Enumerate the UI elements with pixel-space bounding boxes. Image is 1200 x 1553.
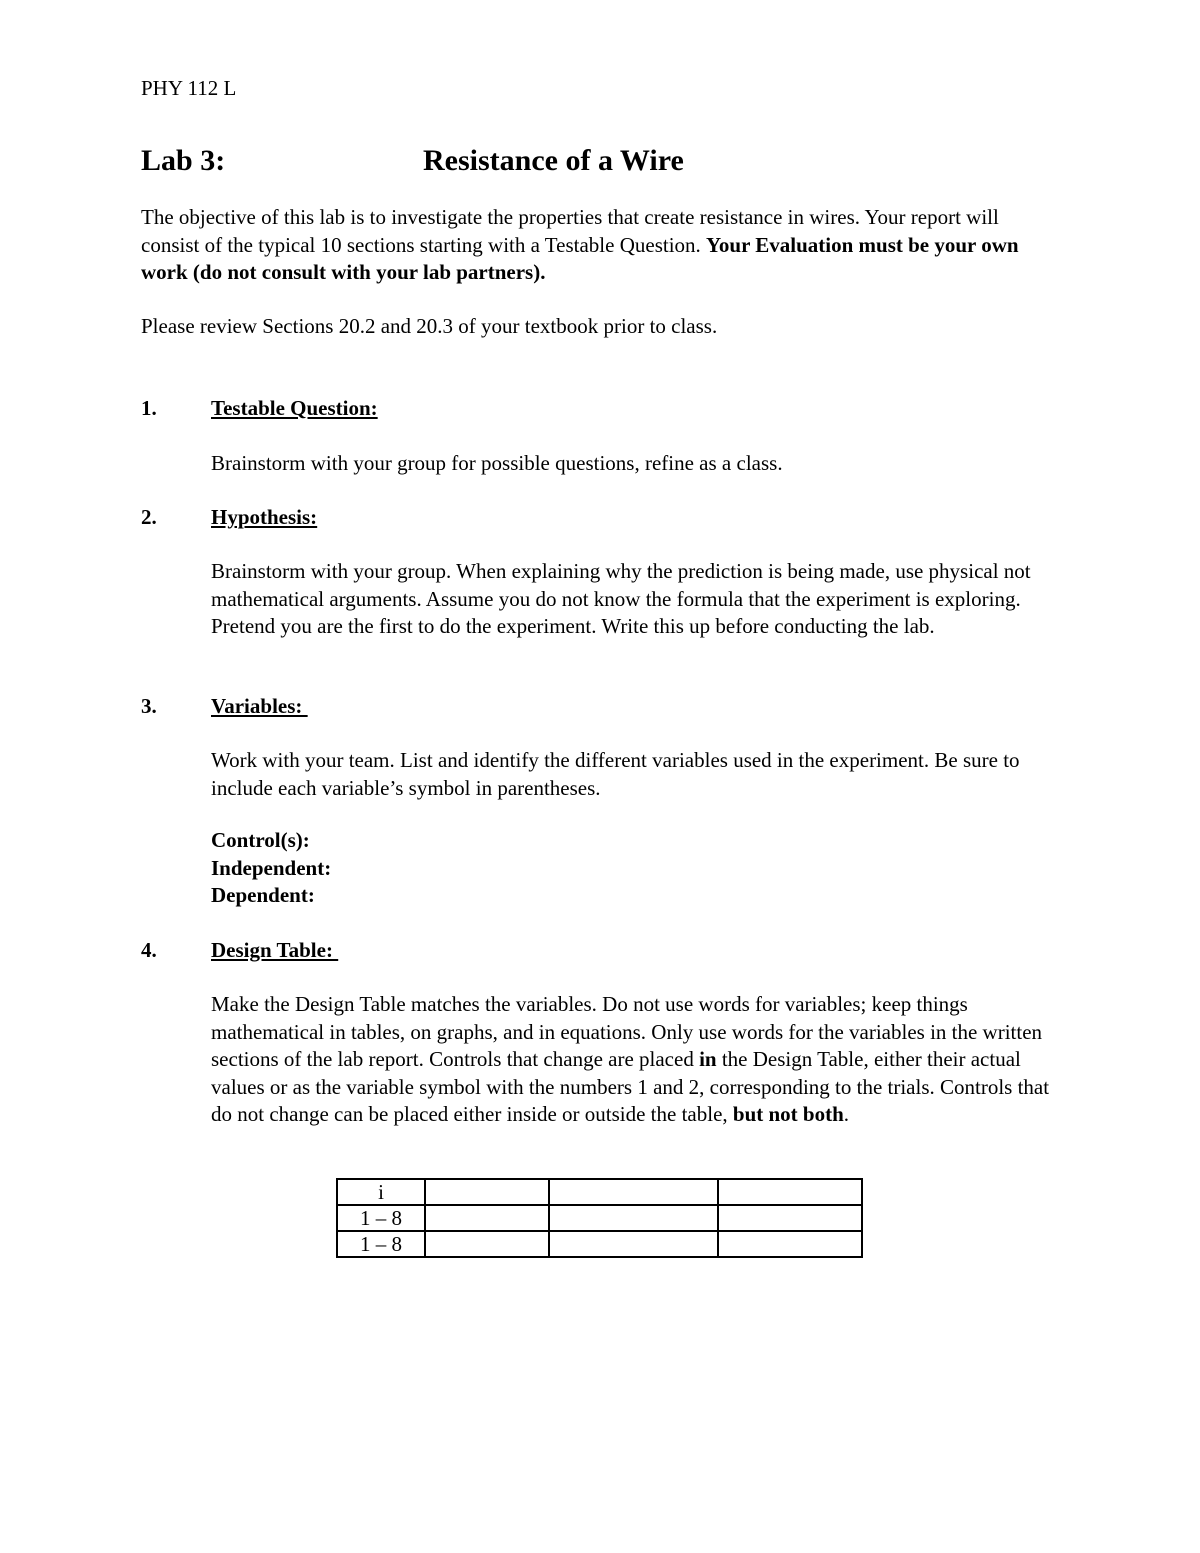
- control-label: Control(s):: [211, 828, 310, 852]
- body-text-b: the Design Table, either their actual values or as the variable symbol with the numbers 1 and 2, corresponding to the trials. Controls that do not change can be placed either inside or outside the table,: [211, 1047, 1050, 1126]
- section-body: Brainstorm with your group for possible questions, refine as a class.: [211, 451, 783, 475]
- section-body: [211, 991, 1061, 1129]
- lab-name: Resistance of a Wire: [423, 144, 684, 177]
- body-bold-not-both: but not both: [732, 1102, 844, 1126]
- independent-label: Independent:: [211, 855, 332, 880]
- table-row: [337, 1205, 862, 1231]
- section-body: Work with your team. List and identify the different variables used in the experiment. Be sure to include each variable’s symbol in parentheses.: [211, 748, 1020, 800]
- lab-number: Lab 3:: [141, 144, 226, 177]
- section-number: 3.: [141, 694, 157, 718]
- table-cell: [425, 1231, 549, 1257]
- table-cell: [549, 1205, 718, 1231]
- table-cell: [549, 1179, 718, 1205]
- dependent-label: Dependent:: [211, 883, 315, 907]
- section-heading: Testable Question:: [211, 396, 378, 420]
- section-body: Brainstorm with your group. When explaining why the prediction is being made, use physical not mathematical arguments. Assume you do not know the formula that the experiment is exploring. Pretend you are the first to do the experiment. Write this up before conducting the lab.: [211, 559, 1031, 638]
- table-row: [337, 1179, 862, 1205]
- table-cell: i: [337, 1179, 425, 1205]
- section-heading: Variables:: [211, 694, 308, 718]
- section-number: 4.: [141, 938, 157, 962]
- body-text-c: .: [843, 1102, 850, 1126]
- intro-bold-text: Your Evaluation must be your own work (do not consult with your lab partners).: [141, 232, 1019, 284]
- table-cell: [425, 1179, 549, 1205]
- table-row: [337, 1231, 862, 1257]
- course-code: PHY 112 L: [141, 76, 237, 100]
- section-heading: Design Table:: [211, 938, 339, 962]
- review-paragraph: Please review Sections 20.2 and 20.3 of your textbook prior to class.: [141, 314, 718, 338]
- table-cell: [718, 1231, 862, 1257]
- design-table: [336, 1178, 863, 1258]
- variable-labels: [211, 827, 331, 910]
- section-heading: Hypothesis:: [211, 505, 318, 529]
- body-bold-in: in: [699, 1047, 717, 1071]
- section-number: 2.: [141, 505, 157, 529]
- table-cell: [549, 1231, 718, 1257]
- table-cell: [718, 1205, 862, 1231]
- table-cell: [425, 1205, 549, 1231]
- table-cell: [718, 1179, 862, 1205]
- intro-text: The objective of this lab is to investigate the properties that create resistance in wires. Your report will consist of the typical 10 sections starting with a Testable Question.: [141, 205, 999, 257]
- body-text-a: Make the Design Table matches the variables. Do not use words for variables; keep things mathematical in tables, on graphs, and in equations. Only use words for the variables in the written sections of the lab report. Controls that change are placed: [211, 992, 1043, 1071]
- intro-paragraph: [141, 204, 1061, 287]
- table-cell: 1 – 8: [337, 1231, 425, 1257]
- table-cell: 1 – 8: [337, 1205, 425, 1231]
- section-number: 1.: [141, 396, 157, 420]
